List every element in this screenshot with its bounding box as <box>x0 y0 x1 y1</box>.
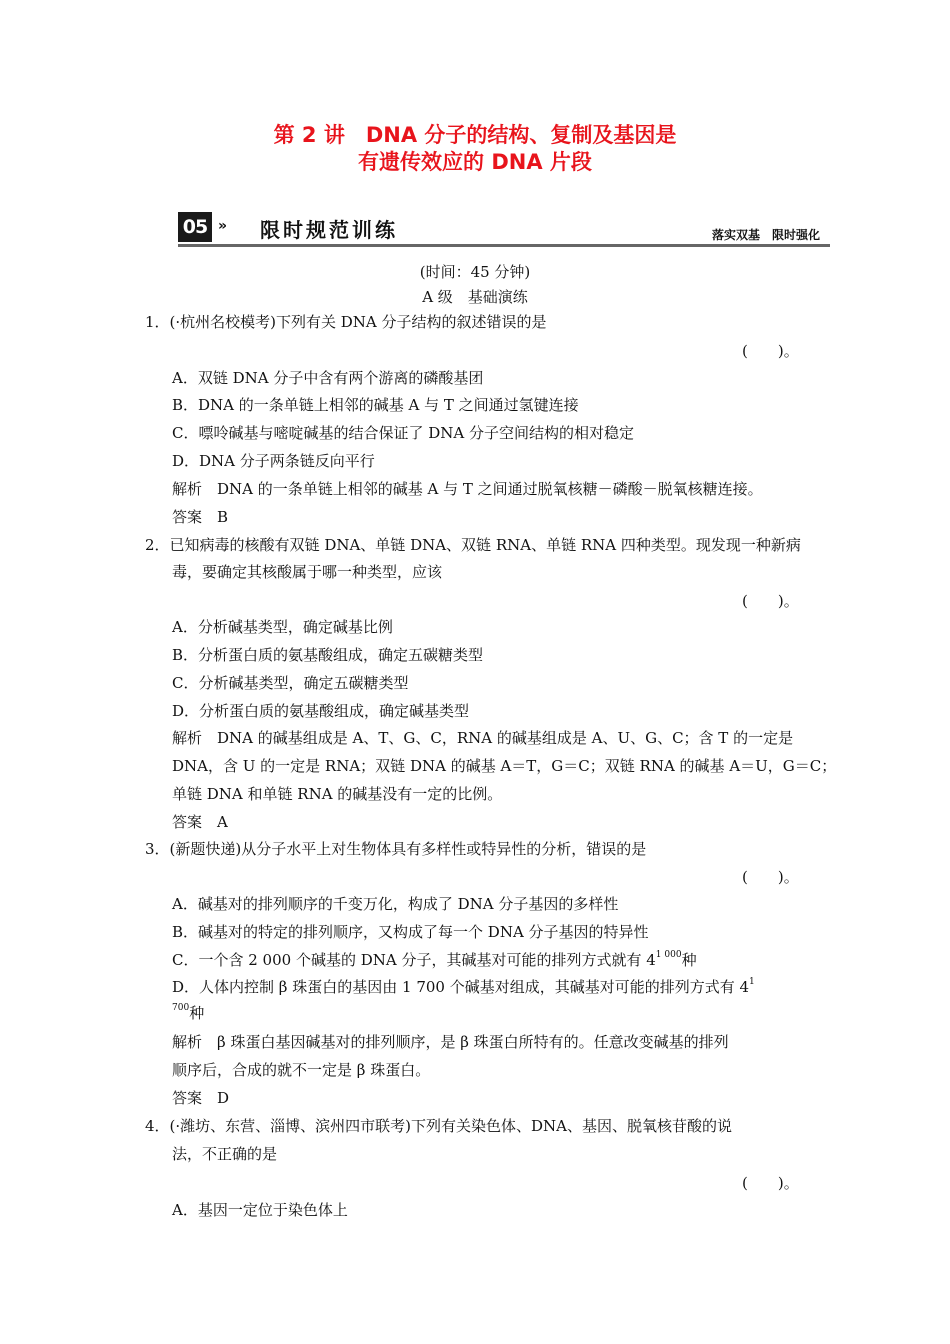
option-tail: 种 <box>189 1004 205 1022</box>
question-2-analysis-1: 解析 DNA 的碱基组成是 A、T、G、C，RNA 的碱基组成是 A、U、G、C；含 T 的一定是 <box>172 729 794 747</box>
exponent: 700 <box>172 1003 190 1013</box>
question-1-option-a: A．双链 DNA 分子中含有两个游离的磷酸基团 <box>172 369 484 387</box>
question-3-option-d <box>172 977 755 997</box>
question-1-answer: 答案 B <box>172 508 229 526</box>
page-title-line-2: 有遗传效应的 DNA 片段 <box>358 150 592 174</box>
question-2-answer: 答案 A <box>172 813 228 831</box>
level-heading: A 级 基础演练 <box>422 288 528 306</box>
double-chevron-icon: » <box>218 218 228 234</box>
question-4-option-a: A．基因一定位于染色体上 <box>172 1201 348 1219</box>
answer-blank: ( )。 <box>742 1174 799 1192</box>
exponent: 1 <box>749 977 755 987</box>
question-4-stem: 4．(·潍坊、东营、淄博、滨州四市联考)下列有关染色体、DNA、基因、脱氧核苷酸的说 <box>145 1117 733 1135</box>
answer-blank: ( )。 <box>742 342 799 360</box>
question-2-stem-cont: 毒，要确定其核酸属于哪一种类型，应该 <box>172 563 443 581</box>
question-3-analysis-2: 顺序后，合成的就不一定是 β 珠蛋白。 <box>172 1061 431 1079</box>
question-2-analysis-3: 单链 DNA 和单链 RNA 的碱基没有一定的比例。 <box>172 785 503 803</box>
question-1-option-d: D．DNA 分子两条链反向平行 <box>172 452 375 470</box>
page-title-line-1: 第 2 讲 DNA 分子的结构、复制及基因是 <box>273 123 677 147</box>
question-2-option-b: B．分析蛋白质的氨基酸组成，确定五碳糖类型 <box>172 646 484 664</box>
question-2-option-c: C．分析碱基类型，确定五碳糖类型 <box>172 674 409 692</box>
question-2-option-d: D．分析蛋白质的氨基酸组成，确定碱基类型 <box>172 702 470 720</box>
section-banner <box>178 210 830 250</box>
question-3-option-d-cont <box>172 1003 204 1023</box>
answer-blank: ( )。 <box>742 868 799 886</box>
question-3-option-c <box>172 950 697 970</box>
question-1-stem: 1．(·杭州名校模考)下列有关 DNA 分子结构的叙述错误的是 <box>145 313 547 331</box>
question-1-option-b: B．DNA 的一条单链上相邻的碱基 A 与 T 之间通过氢键连接 <box>172 396 579 414</box>
question-2-stem: 2．已知病毒的核酸有双链 DNA、单链 DNA、双链 RNA、单链 RNA 四种类型。现发现一种新病 <box>145 536 801 554</box>
section-number-badge: 05 <box>178 212 212 242</box>
time-note: (时间：45 分钟) <box>419 263 531 281</box>
question-3-option-b: B．碱基对的特定的排列顺序，又构成了每一个 DNA 分子基因的特异性 <box>172 923 649 941</box>
question-2-option-a: A．分析碱基类型，确定碱基比例 <box>172 618 393 636</box>
question-1-option-c: C．嘌呤碱基与嘧啶碱基的结合保证了 DNA 分子空间结构的相对稳定 <box>172 424 634 442</box>
question-2-analysis-2: DNA，含 U 的一定是 RNA；双链 DNA 的碱基 A＝T，G＝C；双链 RNA 的碱基 A＝U，G＝C； <box>172 757 837 775</box>
section-divider <box>178 244 830 247</box>
answer-blank: ( )。 <box>742 592 799 610</box>
question-4-stem-cont: 法，不正确的是 <box>172 1145 278 1163</box>
exponent: 1 000 <box>655 950 682 960</box>
question-1-analysis: 解析 DNA 的一条单链上相邻的碱基 A 与 T 之间通过脱氧核糖－磷酸－脱氧核糖连接。 <box>172 480 763 498</box>
option-tail: 种 <box>681 951 697 969</box>
section-tagline: 落实双基 限时强化 <box>711 228 820 242</box>
question-3-analysis-1: 解析 β 珠蛋白基因碱基对的排列顺序，是 β 珠蛋白所特有的。任意改变碱基的排列 <box>172 1033 729 1051</box>
question-3-option-a: A．碱基对的排列顺序的千变万化，构成了 DNA 分子基因的多样性 <box>172 895 619 913</box>
question-3-stem: 3．(新题快递)从分子水平上对生物体具有多样性或特异性的分析，错误的是 <box>145 840 647 858</box>
option-text: C．一个含 2 000 个碱基的 DNA 分子，其碱基对可能的排列方式就有 4 <box>172 951 656 969</box>
option-text: D．人体内控制 β 珠蛋白的基因由 1 700 个碱基对组成，其碱基对可能的排列方式有 4 <box>172 978 750 996</box>
question-3-answer: 答案 D <box>172 1089 230 1107</box>
section-title: 限时规范训练 <box>260 218 398 242</box>
